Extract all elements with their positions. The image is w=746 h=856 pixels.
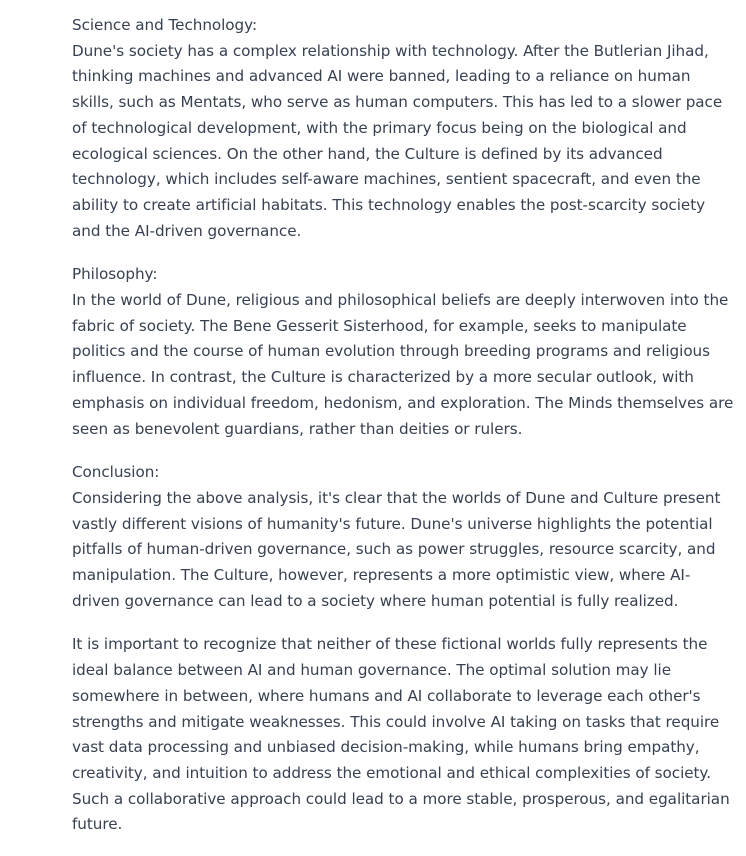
section-heading: Science and Technology: (72, 16, 258, 34)
section-heading: Conclusion: (72, 463, 160, 482)
section-philosophy (72, 262, 734, 442)
section-heading: Philosophy: (72, 265, 158, 284)
document-body (72, 13, 734, 856)
section-closing (72, 632, 734, 838)
section-conclusion (72, 460, 734, 614)
section-paragraph: Considering the above analysis, it's clear that the worlds of Dune and Culture present vastly different visions of humanity's future. Dune's universe highlights the potential pitfalls of human-driven governance, such as power struggles, resource scarcity, and manipulation. The Culture, however, represents a more optimistic view, where AI-driven governance can lead to a society where human potential is fully realized. (72, 488, 721, 610)
section-paragraph: Dune's society has a complex relationship with technology. After the Butlerian Jihad, thinking machines and advanced AI were banned, leading to a reliance on human skills, such as Mentats, who serve as human computers. This has led to a slower pace of technological development, with the primary focus being on the biological and ecological sciences. On the other hand, the Culture is defined by its advanced technology, which includes self-aware machines, sentient spacecraft, and even the ability to create artificial habitats. This technology enables the post-scarcity society and the AI-driven governance. (72, 41, 723, 240)
section-paragraph: It is important to recognize that neither of these fictional worlds fully represents the ideal balance between AI and human governance. The optimal solution may lie somewhere in between, where humans and AI collaborate to leverage each other's strengths and mitigate weaknesses. This could involve AI taking on tasks that require vast data processing and unbiased decision-making, while humans bring empathy, creativity, and intuition to address the emotional and ethical complexities of society. Such a collaborative approach could lead to a more stable, prosperous, and egalitarian future. (72, 635, 730, 834)
section-paragraph: In the world of Dune, religious and philosophical beliefs are deeply interwoven into the fabric of society. The Bene Gesserit Sisterhood, for example, seeks to manipulate politics and the course of human evolution through breeding programs and religious influence. In contrast, the Culture is characterized by a more secular outlook, with emphasis on individual freedom, hedonism, and exploration. The Minds themselves are seen as benevolent guardians, rather than deities or rulers. (72, 291, 734, 438)
section-science-technology (72, 13, 734, 244)
